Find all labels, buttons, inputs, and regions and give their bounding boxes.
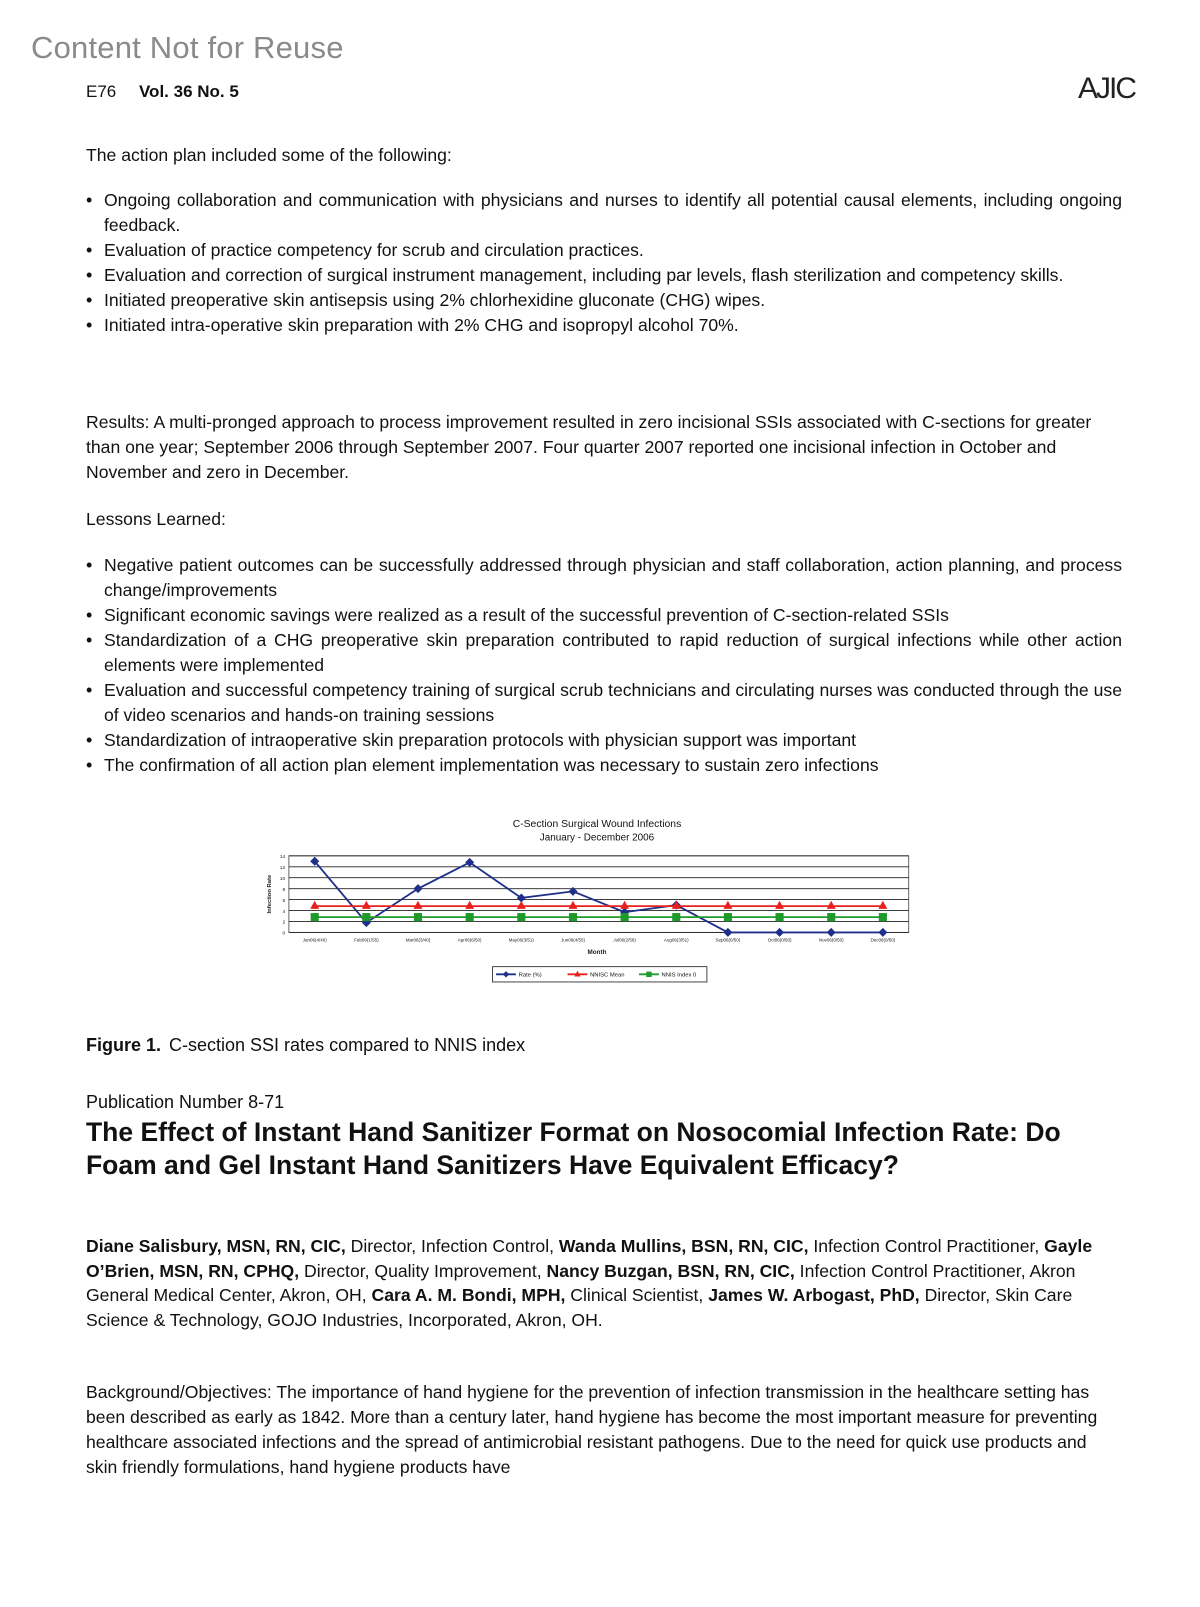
list-item: • Initiated intra-operative skin preparation with 2% CHG and isopropyl alcohol 70%. — [86, 313, 1122, 338]
data-point — [414, 913, 422, 921]
author-affiliation: Director, Infection Control, — [345, 1236, 559, 1256]
y-tick-label: 2 — [282, 920, 286, 926]
data-point — [362, 913, 370, 921]
data-point — [776, 913, 784, 921]
x-tick-label: Dec06(0/50) — [870, 937, 896, 943]
y-axis-label: Infection Rate — [266, 874, 273, 914]
data-point — [517, 913, 525, 921]
y-tick-label: 10 — [279, 876, 286, 882]
legend-label: Rate (%) — [518, 972, 542, 979]
legend-label: NNISC Mean — [590, 972, 625, 979]
author-affiliation: Infection Control Practitioner, — [808, 1236, 1045, 1256]
author-affiliation: Clinical Scientist, — [565, 1285, 709, 1305]
x-tick-label: Sep06(0/50) — [715, 937, 741, 943]
background-paragraph: Background/Objectives: The importance of hand hygiene for the prevention of infection transmission in the healthcare setting has been described as early as 1842. More than a century later, hand hygiene has become the most important measure for preventing healthcare associated infections and the spread of antimicrobial resistant pathogens. Due to the need for quick use products and skin friendly formulations, hand hygiene products have — [86, 1382, 1098, 1477]
author-affiliation: Director, Quality Improvement, — [299, 1260, 547, 1281]
article-title: The Effect of Instant Hand Sanitizer Format on Nosocomial Infection Rate: Do Foam and Gel Instant Hand Sanitizers Have Equivalent Efficacy? — [86, 1117, 1061, 1180]
data-point — [672, 913, 680, 921]
x-tick-label: Aug06(3/51) — [663, 937, 689, 943]
list-item: • Evaluation of practice competency for scrub and circulation practices. — [86, 238, 1122, 263]
author-name: Nancy Buzgan, BSN, RN, CIC, — [546, 1260, 795, 1281]
y-tick-label: 4 — [282, 909, 286, 915]
data-point — [569, 913, 577, 921]
list-item: • Standardization of intraoperative skin preparation protocols with physician support was important — [86, 728, 1122, 753]
volume-issue: Vol. 36 No. 5 — [138, 82, 239, 101]
author-name: James W. Arbogast, PhD, — [708, 1285, 920, 1305]
lessons-heading: Lessons Learned: — [86, 509, 226, 529]
legend-marker — [646, 972, 651, 977]
x-tick-label: Feb06(1/55) — [354, 937, 379, 943]
plot-area — [289, 856, 909, 933]
list-item: • Negative patient outcomes can be successfully addressed through physician and staff collaboration, action planning, and process change/improvements — [86, 553, 1122, 603]
y-tick-label: 6 — [282, 898, 286, 904]
author-name: Cara A. M. Bondi, MPH, — [371, 1285, 566, 1305]
results-paragraph: Results: A multi-pronged approach to process improvement resulted in zero incisional SSIs associated with C-sections for greater than one year; September 2006 through September 2007. Four quarter 2007 reported one incisional infection in October and November and zero in December. — [86, 412, 1092, 482]
data-point — [311, 913, 319, 921]
x-tick-label: Jun06(4/55) — [560, 937, 585, 943]
author-affiliation: Infection Control Practitioner, Akron General Medical Center, Akron, OH, — [86, 1260, 1076, 1305]
watermark: Content Not for Reuse — [31, 30, 344, 65]
journal-logo: AJIC — [1078, 72, 1136, 105]
author-list — [86, 1234, 1122, 1332]
author-name: Gayle O’Brien, MSN, RN, CPHQ, — [86, 1236, 1093, 1281]
y-tick-label: 8 — [282, 887, 286, 893]
author-name: Wanda Mullins, BSN, RN, CIC, — [558, 1236, 809, 1256]
x-tick-label: Mar06(3/40) — [405, 937, 431, 943]
list-item: • Standardization of a CHG preoperative skin preparation contributed to rapid reduction of surgical infections while other action elements were implemented — [86, 628, 1122, 678]
results-lessons-section — [86, 410, 1122, 778]
list-item: • Evaluation and successful competency training of surgical scrub technicians and circulating nurses was conducted through the use of video scenarios and hands-on training sessions — [86, 678, 1122, 728]
figure-caption — [86, 1035, 525, 1056]
x-tick-label: Jul06(2/58) — [613, 937, 636, 943]
data-point — [724, 913, 732, 921]
x-tick-label: Nov06(0/50) — [818, 937, 844, 943]
data-point — [466, 913, 474, 921]
chart-subtitle: January - December 2006 — [539, 832, 655, 844]
lessons-list — [86, 553, 1122, 778]
list-item: • Initiated preoperative skin antisepsis using 2% chlorhexidine gluconate (CHG) wipes. — [86, 288, 1122, 313]
list-item: • The confirmation of all action plan element implementation was necessary to sustain zero infections — [86, 753, 1122, 778]
x-axis-label: Month — [587, 949, 607, 957]
figure-caption-text: C-section SSI rates compared to NNIS index — [169, 1035, 526, 1055]
figure-label: Figure 1. — [86, 1035, 162, 1055]
legend-label: NNIS Index 0 — [661, 972, 697, 979]
y-tick-label: 12 — [279, 866, 286, 872]
list-item: • Significant economic savings were realized as a result of the successful prevention of C-section-related SSIs — [86, 603, 1122, 628]
list-item: • Ongoing collaboration and communication with physicians and nurses to identify all potential causal elements, including ongoing feedback. — [86, 188, 1122, 238]
chart-title: C-Section Surgical Wound Infections — [512, 819, 682, 831]
list-item: • Evaluation and correction of surgical instrument management, including par levels, flash sterilization and competency skills. — [86, 263, 1122, 288]
line-chart — [226, 818, 986, 1018]
running-head — [86, 82, 239, 102]
y-tick-label: 0 — [282, 931, 286, 937]
author-affiliation: Director, Skin Care Science & Technology, GOJO Industries, Incorporated, Akron, OH. — [86, 1285, 1073, 1330]
x-tick-label: Apr06(6/50) — [457, 937, 482, 943]
action-plan-list — [86, 188, 1122, 338]
publication-number: Publication Number 8-71 — [86, 1092, 285, 1112]
data-point — [879, 913, 887, 921]
author-name: Diane Salisbury, MSN, RN, CIC, — [86, 1236, 346, 1256]
y-tick-label: 14 — [279, 855, 286, 861]
x-tick-label: May06(3/51) — [508, 937, 534, 943]
chart-figure — [226, 818, 986, 1018]
action-plan-section — [86, 143, 1122, 338]
data-point — [827, 913, 835, 921]
data-point — [621, 913, 629, 921]
page-number: E76 — [86, 82, 117, 101]
chart-body — [267, 854, 909, 982]
x-tick-label: Jan06(4/40) — [302, 937, 327, 943]
x-tick-label: Oct06(0/50) — [767, 937, 792, 943]
action-plan-intro: The action plan included some of the following: — [86, 145, 452, 165]
